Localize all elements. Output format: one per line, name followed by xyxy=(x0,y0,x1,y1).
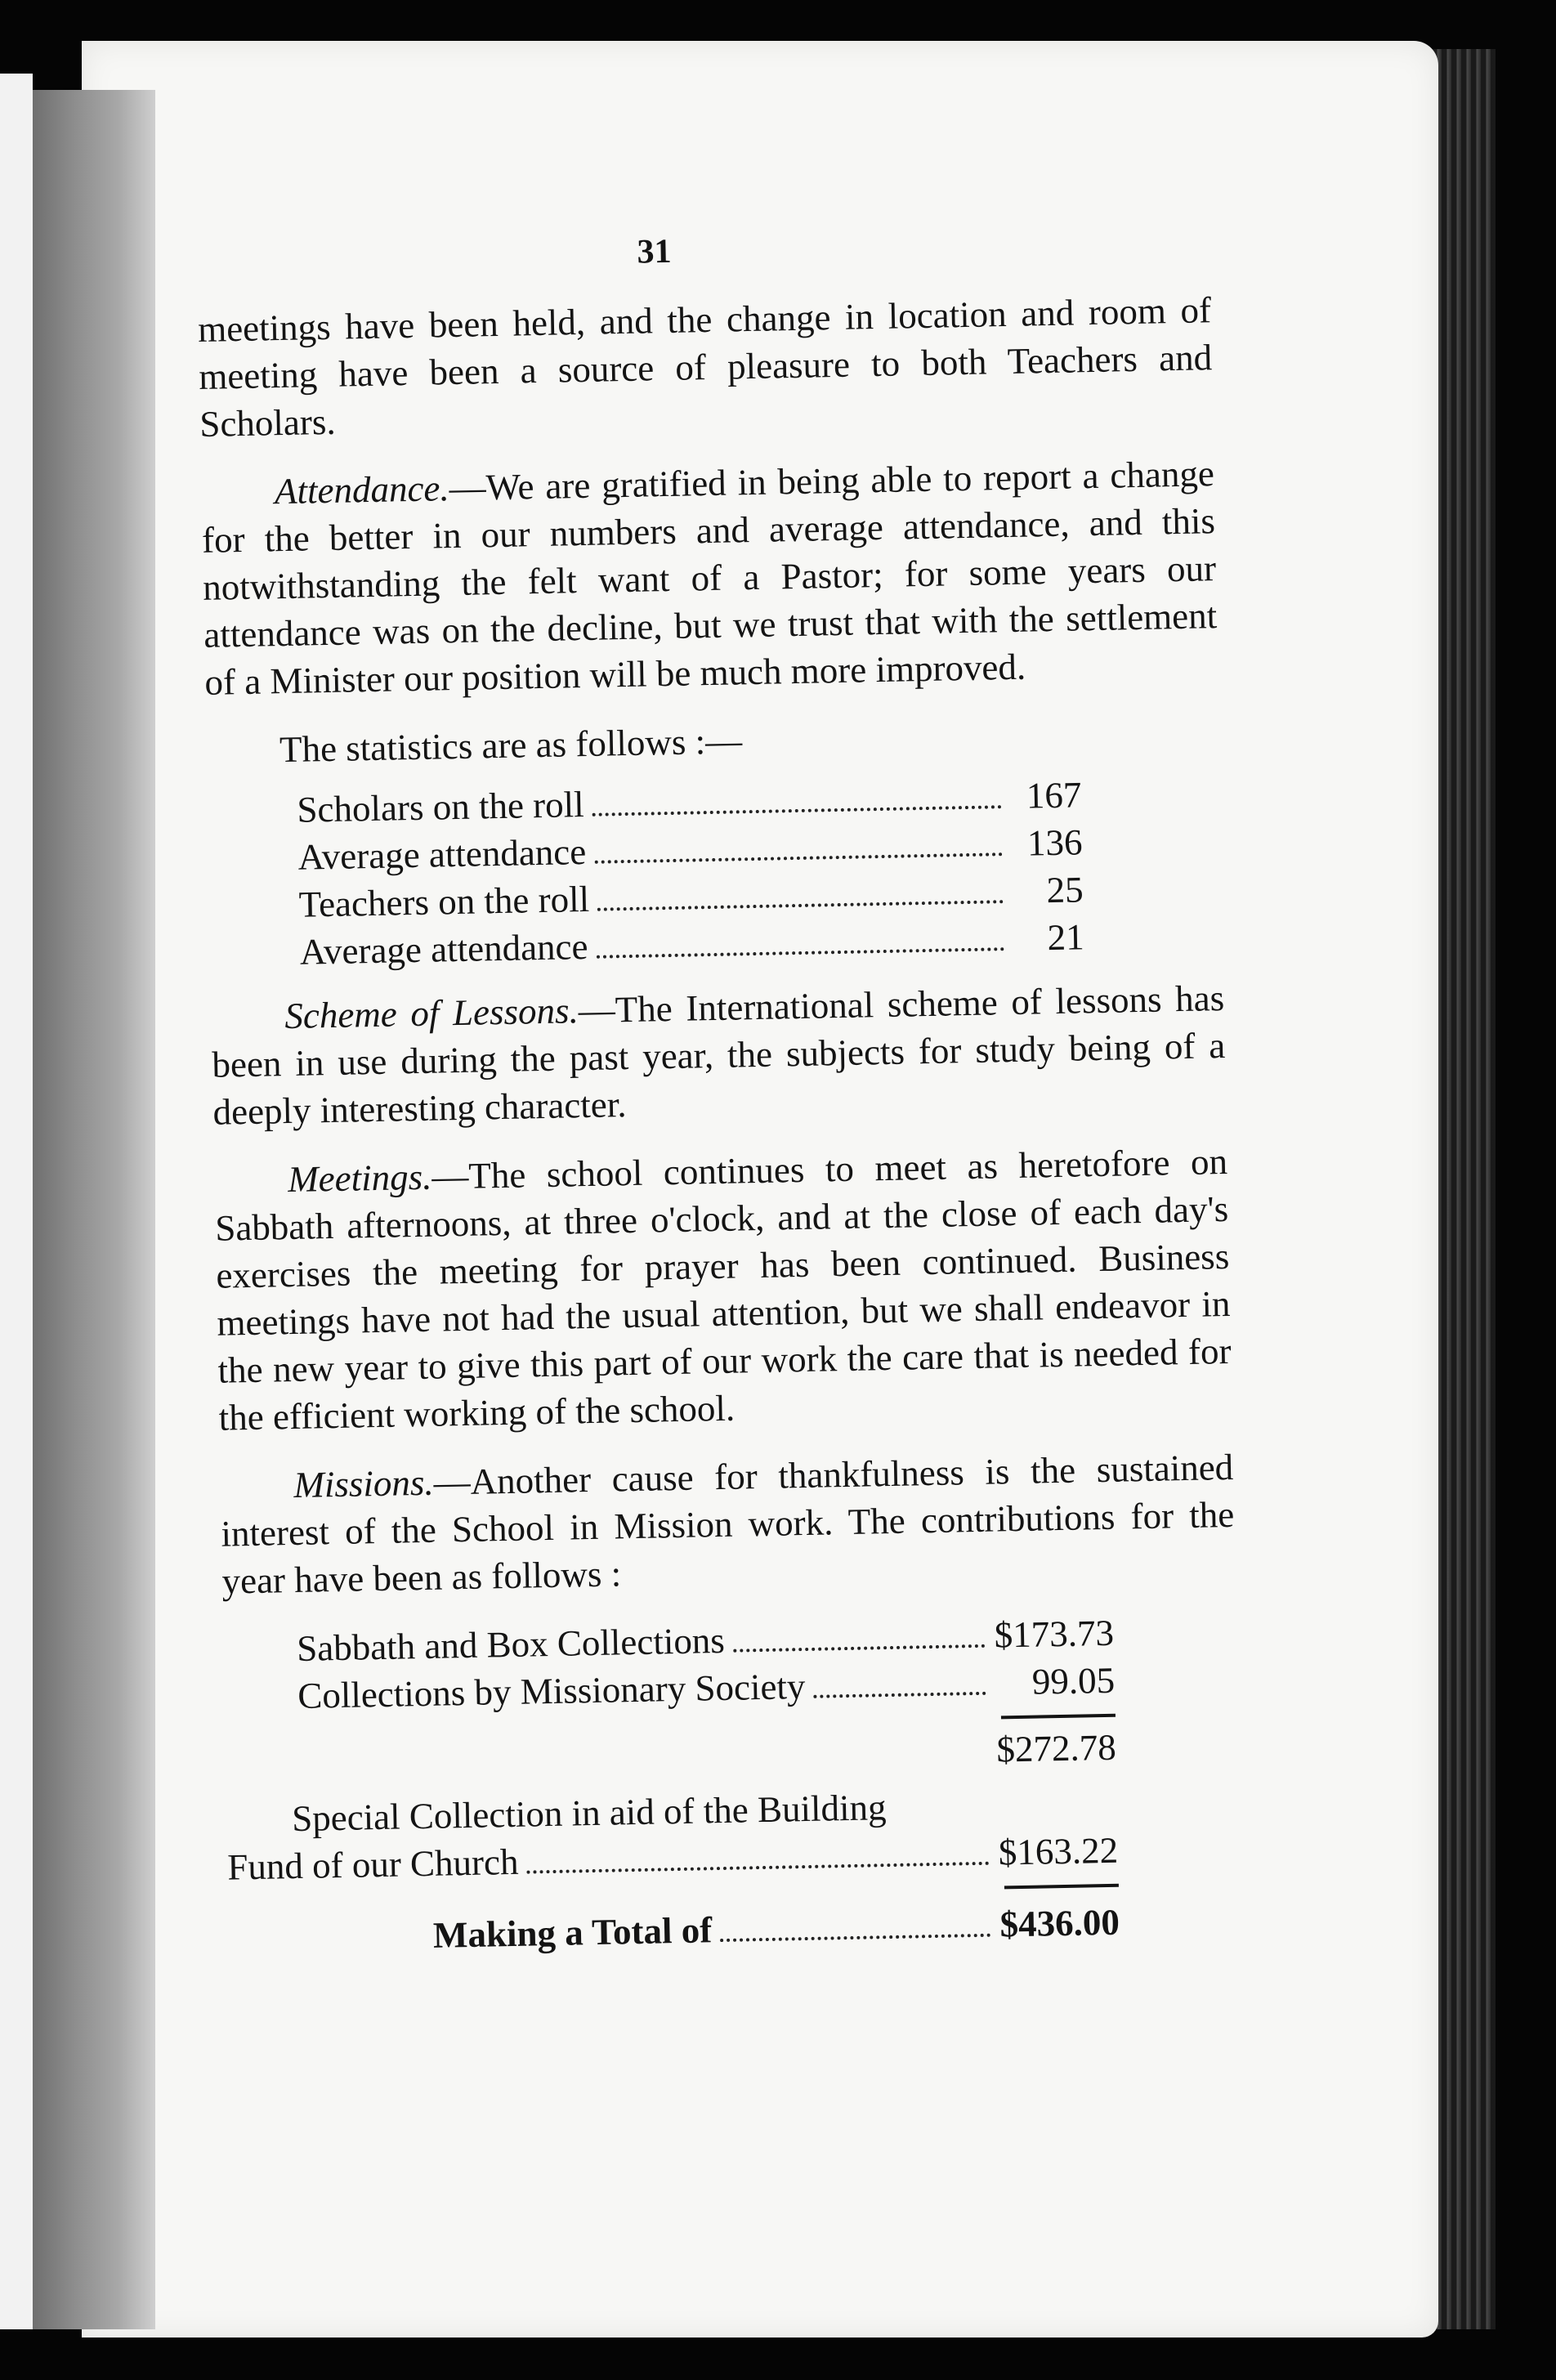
special-collection-label-line1: Special Collection in aid of the Building xyxy=(291,1787,887,1840)
dot-leader xyxy=(594,852,1002,864)
previous-page-edge xyxy=(0,74,33,2329)
scheme-heading: Scheme of Lessons. xyxy=(284,990,579,1037)
sum-rule xyxy=(1001,1714,1116,1720)
paragraph-missions xyxy=(220,1443,1236,1605)
special-collection-label-line2: Fund of our Church xyxy=(226,1841,519,1888)
dot-leader xyxy=(720,1934,990,1942)
dot-leader xyxy=(597,900,1004,911)
dot-leader xyxy=(592,805,1002,816)
contributions-table xyxy=(297,1609,1117,1787)
statistics-value: 25 xyxy=(1046,869,1084,911)
grand-total-row xyxy=(432,1899,1120,1959)
contributions-subtotal: $272.78 xyxy=(995,1726,1117,1770)
grand-total-value: $436.00 xyxy=(999,1901,1120,1945)
contribution-label: Sabbath and Box Collections xyxy=(296,1619,726,1669)
paragraph-meetings xyxy=(214,1138,1232,1442)
statistics-value: 21 xyxy=(1047,916,1085,959)
statistics-intro: The statistics are as follows :— xyxy=(279,720,743,771)
contribution-value: 99.05 xyxy=(1031,1659,1116,1702)
statistics-label: Average attendance xyxy=(297,830,587,878)
paragraph-meetings-held: meetings have been held, and the change in location and room of meeting have been a source of pleasure to both Teachers and Scholars. xyxy=(197,289,1213,445)
attendance-body: —We are gratified in being able to report a change for the better in our numbers and average attendance, and this notwithstanding the felt want of a Pastor; for some years our attendance was on the decline, but we trust that with the settlement of a Minister our position will be much more improved. xyxy=(201,453,1218,703)
dot-leader xyxy=(733,1644,985,1653)
missions-body: —Another cause for thankfulness is the sustained interest of the School in Mission work. The contributions for the year have been as follows : xyxy=(220,1446,1235,1602)
paragraph-attendance xyxy=(200,450,1218,706)
dot-leader xyxy=(597,947,1004,959)
page-text xyxy=(196,217,1242,1962)
statistics-value: 136 xyxy=(1026,821,1083,864)
page-number: 31 xyxy=(637,232,672,271)
meetings-heading: Meetings. xyxy=(287,1156,432,1201)
statistics-value: 167 xyxy=(1026,774,1082,816)
statistics-label: Teachers on the roll xyxy=(298,878,590,925)
contribution-value: $173.73 xyxy=(994,1612,1115,1656)
special-collection xyxy=(226,1779,1119,1904)
missions-heading: Missions. xyxy=(293,1461,435,1505)
dot-leader xyxy=(527,1862,990,1874)
grand-total xyxy=(432,1899,1120,1959)
scheme-body: —The International scheme of lessons has been in use during the past year, the subjects for study being of a deeply interesting character. xyxy=(211,978,1226,1133)
special-collection-value: $163.22 xyxy=(998,1829,1119,1873)
meetings-body: —The school continues to meet as heretofore on Sabbath afternoons, at three o'clock, and at the close of each day's exercises the meeting for prayer has been continued. Business meetings have not had the usual attention, but we shall endeavor in the new year to give this part of our work the care that is needed for the efficient working of the school. xyxy=(214,1140,1232,1438)
statistics-label: Scholars on the roll xyxy=(296,784,585,830)
statistics-label: Average attendance xyxy=(299,925,588,973)
page-content-area xyxy=(82,41,1438,2338)
grand-total-label: Making a Total of xyxy=(432,1909,713,1956)
dot-leader xyxy=(814,1692,986,1698)
attendance-heading: Attendance. xyxy=(274,468,450,512)
contribution-label: Collections by Missionary Society xyxy=(297,1666,806,1716)
statistics-table xyxy=(297,771,1084,975)
paragraph-scheme-of-lessons xyxy=(211,974,1227,1136)
sum-rule xyxy=(1004,1884,1119,1890)
